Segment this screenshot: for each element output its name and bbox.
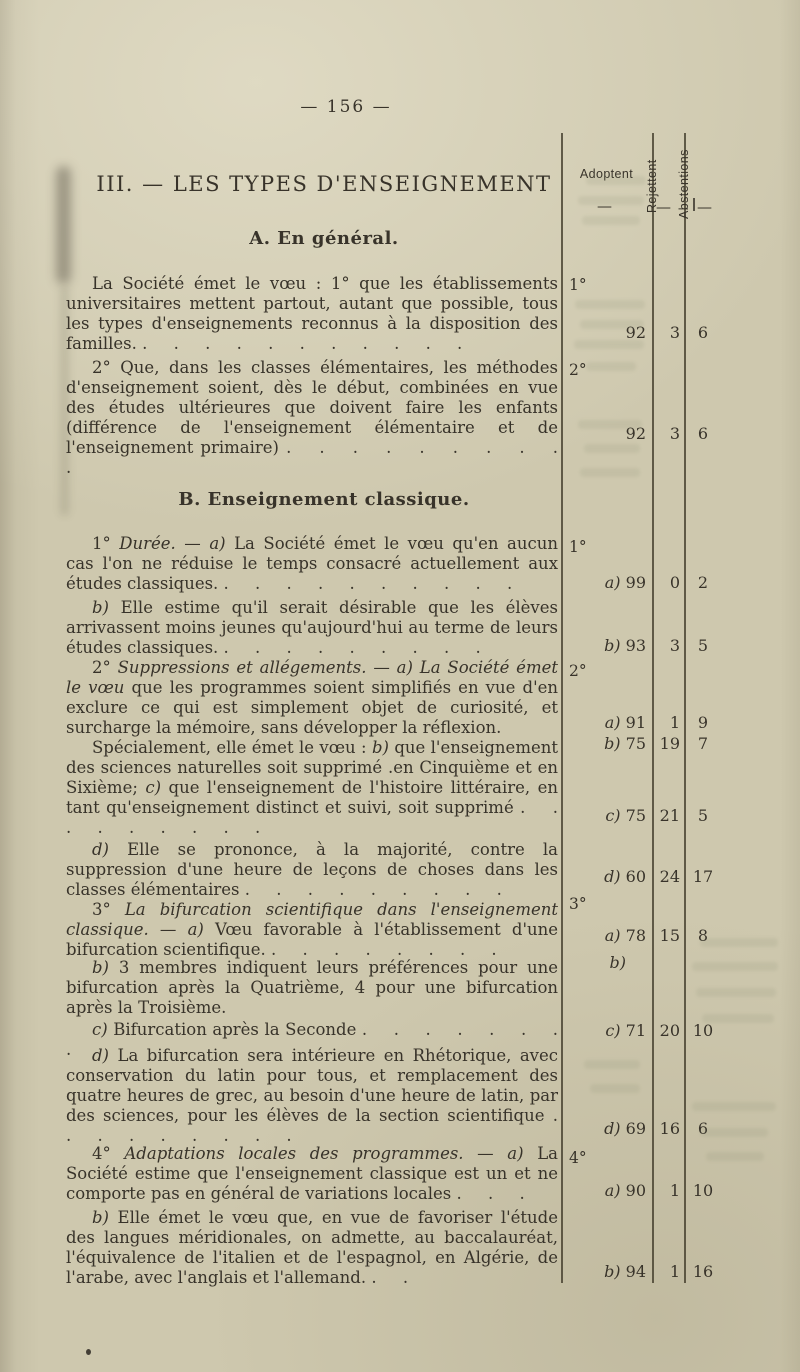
italic-text: Durée.	[119, 534, 176, 553]
bleed-through-mark	[584, 444, 640, 453]
section-heading-b: B. Enseignement classique.	[178, 489, 470, 510]
italic-text: d)	[92, 840, 109, 859]
bleed-through-mark	[692, 962, 778, 971]
bleed-through-mark	[584, 1060, 640, 1069]
section-heading-a: A. En général.	[249, 228, 399, 249]
table-rule-reject	[652, 133, 654, 1283]
italic-text: c)	[92, 1020, 108, 1039]
item-letter: b)	[604, 734, 626, 753]
adopt-cell	[556, 573, 646, 592]
adopt-cell	[556, 1021, 646, 1040]
text-run: Elle émet le vœu que, en vue de favoriser l'étude des langues méridionales, on admette, au baccalauréat, l'équivalence de l'italien et de l'espagnol, en Algérie, de l'arabe, avec l'anglais et l'allemand.	[66, 1208, 558, 1287]
abstain-value: 17	[692, 867, 714, 886]
dot-leaders: . . . . . . . . .	[244, 880, 502, 899]
reject-value: 1	[669, 1181, 680, 1200]
vote-row	[0, 361, 800, 381]
text-run: 4°	[92, 1144, 125, 1163]
italic-text: Suppressions et allégements.	[117, 658, 367, 677]
dot-leaders: . . . . . . . . .	[66, 1106, 558, 1145]
item-letter: d)	[604, 1119, 626, 1138]
vote-row	[0, 538, 800, 558]
abstain-value: 6	[697, 424, 709, 443]
adopt-value: 99	[625, 573, 646, 592]
text-run: La Société émet le vœu : 1° que les établissements universitaires mettent partout, autant que possible, tous les types d'enseignements reconnus à la disposition des familles.	[66, 274, 558, 353]
bleed-through-mark	[590, 1084, 640, 1093]
adopt-value: 91	[625, 713, 646, 732]
adopt-value: 90	[625, 1181, 646, 1200]
item-letter: c)	[605, 806, 626, 825]
text-run: —	[148, 920, 188, 939]
adopt-value: 71	[625, 1021, 646, 1040]
abstain-value: 16	[692, 1262, 714, 1281]
rejettent-header-dash: —	[656, 198, 671, 216]
adopt-value: 93	[625, 636, 646, 655]
bleed-through-mark	[580, 468, 640, 477]
bleed-through-mark	[580, 320, 644, 329]
vote-row	[0, 895, 800, 915]
adopt-cell	[556, 713, 646, 732]
item-number-marker: 1°	[569, 276, 587, 294]
text-run: 1°	[92, 534, 120, 553]
item-letter: b)	[609, 953, 626, 972]
reject-value: 3	[669, 424, 680, 443]
adopt-value: 75	[625, 806, 646, 825]
adopt-cell	[556, 1262, 646, 1281]
adopt-cell	[556, 1181, 646, 1200]
text-run: que l'enseignement des sciences naturelles soit supprimé .en Cinquième et en Sixième;	[66, 738, 558, 797]
dot-leaders: . .	[371, 1268, 409, 1287]
abstentions-header-dash: —	[697, 198, 712, 216]
italic-text: c)	[145, 778, 162, 797]
adopt-value: 78	[625, 926, 646, 945]
vote-row	[0, 806, 800, 826]
reject-value: 21	[659, 806, 680, 825]
dot-leaders: . . . . . . . . . . .	[142, 334, 463, 353]
text-run: Bifurcation après la Seconde	[107, 1020, 362, 1039]
italic-text: b)	[92, 958, 109, 977]
adopt-value: 60	[625, 867, 646, 886]
reject-value: 1	[669, 1262, 680, 1281]
adopt-cell	[556, 953, 626, 972]
text-run: 2° Que, dans les classes élémentaires, les méthodes d'enseignement soient, dès le début, combinées en vue des études ultérieures que doivent faire les enfants (différence de l'enseignement élémentaire et de l'enseignement primaire)	[66, 358, 558, 457]
abstain-value: 6	[697, 1119, 709, 1138]
italic-text: a) La Société émet le vœu	[66, 658, 558, 697]
reject-value: 3	[669, 323, 680, 342]
reject-value: 1	[669, 713, 680, 732]
text-run: que l'enseignement de l'histoire littéraire, en tant qu'enseignement distinct et suivi, soit supprimé	[66, 778, 558, 817]
adopt-cell	[556, 806, 646, 825]
bleed-through-mark	[586, 362, 636, 371]
paper-speck	[86, 1349, 91, 1355]
page-number: — 156 —	[300, 97, 392, 117]
column-header-rejettent: Rejettent	[645, 159, 659, 213]
item-letter: b)	[604, 1262, 626, 1281]
bleed-through-mark	[696, 988, 776, 997]
italic-text: Adaptations locales des programmes.	[124, 1144, 464, 1163]
dot-leaders: . . . . . . . . .	[223, 638, 481, 657]
item-number-marker: 1°	[569, 538, 587, 556]
item-number-marker: 3°	[569, 895, 587, 913]
bleed-through-mark	[582, 216, 640, 225]
adopt-value: 92	[625, 424, 646, 443]
vote-row	[0, 1119, 800, 1139]
table-rule-abstain	[684, 133, 686, 1283]
bleed-through-mark	[578, 196, 644, 205]
text-run: Elle se prononce, à la majorité, contre la suppression d'une heure de leçons de choses dans les classes élémentaires	[66, 840, 558, 899]
text-run: Spécialement, elle émet le vœu :	[92, 738, 372, 757]
vote-row	[0, 926, 800, 946]
item-letter: a)	[604, 1181, 626, 1200]
text-run: La Société estime que l'enseignement classique est un et ne comporte pas en général de variations locales	[66, 1144, 558, 1203]
bleed-through-mark	[700, 1128, 768, 1137]
reject-value: 15	[659, 926, 680, 945]
italic-text: d)	[92, 1046, 109, 1065]
reject-value: 16	[659, 1119, 680, 1138]
text-run: —	[463, 1144, 508, 1163]
dot-leaders: . . . . . . . .	[66, 1020, 558, 1059]
reject-value: 20	[659, 1021, 680, 1040]
text-run: 2°	[92, 658, 118, 677]
adopt-cell	[556, 867, 646, 886]
vote-row	[0, 573, 800, 593]
binding-gutter-shadow	[56, 166, 71, 284]
adopt-value: 69	[625, 1119, 646, 1138]
text-run: que les programmes soient simplifiés en vue d'en exclure ce qui est simplement objet de curiosité, et surcharge la mémoire, sans développer la réflexion.	[66, 678, 558, 737]
text-run: Elle estime qu'il serait désirable que les élèves arrivassent moins jeunes qu'aujourd'hui au terme de leurs études classiques.	[66, 598, 558, 657]
item-number-marker: 2°	[569, 361, 587, 379]
vote-row	[0, 276, 800, 296]
bleed-through-mark	[575, 300, 645, 309]
adoptent-header-dash: —	[597, 197, 612, 215]
adopt-value: 94	[625, 1262, 646, 1281]
abstain-value: 10	[692, 1021, 714, 1040]
vote-row	[0, 636, 800, 656]
text-run: —	[175, 534, 210, 553]
text-run: La Société émet le vœu qu'en aucun cas l'on ne réduise le temps consacré actuellement aux études classiques.	[66, 534, 559, 593]
text-run: —	[366, 658, 397, 677]
item-letter: c)	[605, 1021, 626, 1040]
text-run: 3°	[92, 900, 125, 919]
italic-text: a)	[187, 920, 204, 939]
bleed-through-mark	[706, 1152, 764, 1161]
bleed-through-mark	[586, 176, 646, 185]
abstain-value: 9	[697, 713, 709, 732]
adopt-cell	[556, 636, 646, 655]
bleed-through-mark	[692, 1102, 776, 1111]
italic-text: b)	[92, 598, 109, 617]
item-letter: a)	[604, 926, 626, 945]
item-letter: a)	[604, 573, 626, 592]
italic-text: a)	[507, 1144, 524, 1163]
abstain-value: 8	[697, 926, 709, 945]
dot-leaders: . . . . . . . . . .	[223, 574, 513, 593]
vote-row	[0, 867, 800, 887]
vote-row	[0, 1021, 800, 1041]
item-number-marker: 2°	[569, 662, 587, 680]
abstain-value: 6	[697, 323, 709, 342]
adopt-value: 75	[625, 734, 646, 753]
abstain-value: 2	[697, 573, 709, 592]
adopt-cell	[556, 734, 646, 753]
page-title: III. — LES TYPES D'ENSEIGNEMENT	[96, 172, 552, 196]
text-run: Vœu favorable à l'établissement d'une bifurcation scientifique.	[66, 920, 558, 959]
text-run: La bifurcation sera intérieure en Rhétorique, avec conservation du latin pour tous, et remplacement des quatre heures de grec, au besoin d'une heure de latin, par des sciences, pour les élèves de la section scientifique	[66, 1046, 558, 1125]
item-number-marker: 4°	[569, 1149, 587, 1167]
abstain-value: 5	[697, 806, 709, 825]
vote-row	[0, 734, 800, 754]
dot-leaders: . . . . . . . . . .	[66, 438, 558, 477]
dot-leaders: . . .	[456, 1184, 525, 1203]
vote-row	[0, 953, 800, 973]
vote-row	[0, 713, 800, 733]
column-header-adoptent: Adoptent	[579, 167, 634, 181]
vote-row	[0, 1149, 800, 1169]
italic-text: La bifurcation scientifique dans l'enseignement classique.	[66, 900, 558, 939]
vote-row	[0, 1262, 800, 1282]
item-letter: b)	[604, 636, 626, 655]
bleed-through-mark	[702, 1014, 774, 1023]
reject-value: 19	[659, 734, 680, 753]
abstentions-rotated-dash	[693, 198, 695, 211]
bleed-through-mark	[700, 938, 778, 947]
adopt-value: 92	[625, 323, 646, 342]
abstain-value: 10	[692, 1181, 714, 1200]
vote-row	[0, 662, 800, 682]
item-letter: a)	[604, 713, 626, 732]
vote-row	[0, 323, 800, 343]
adopt-cell	[556, 926, 646, 945]
reject-value: 24	[659, 867, 680, 886]
vote-row	[0, 424, 800, 444]
bleed-through-mark	[578, 420, 642, 429]
table-rule-main	[561, 133, 563, 1283]
reject-value: 3	[669, 636, 680, 655]
text-run: 3 membres indiquent leurs préférences pour une bifurcation après la Quatrième, 4 pour une bifurcation après la Troisième.	[66, 958, 558, 1017]
italic-text: b)	[92, 1208, 109, 1227]
dot-leaders: . . . . . . . . .	[66, 798, 558, 837]
abstain-value: 5	[697, 636, 709, 655]
reject-value: 0	[669, 573, 680, 592]
column-header-abstentions: Abstentions	[677, 149, 691, 219]
vote-row	[0, 1181, 800, 1201]
adopt-cell	[556, 1119, 646, 1138]
bleed-through-mark	[574, 340, 644, 349]
italic-text: b)	[371, 738, 389, 757]
dot-leaders: . . . . . . . .	[271, 940, 497, 959]
item-letter: d)	[604, 867, 626, 886]
italic-text: a)	[209, 534, 226, 553]
abstain-value: 7	[697, 734, 709, 753]
